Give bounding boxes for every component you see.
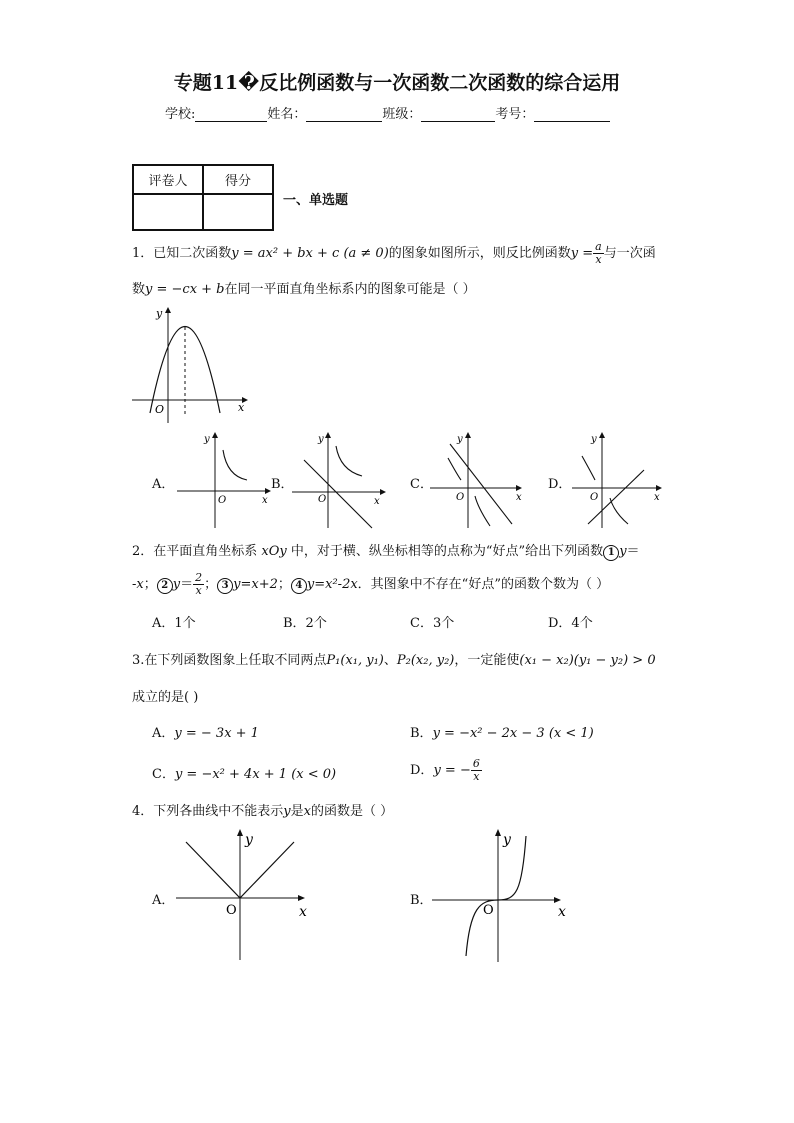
q4-option-b-graph[interactable] — [430, 828, 580, 968]
q3-point-2: P₂(x₂, y₂) — [396, 653, 455, 668]
q1-linear-expr: y = −cx + b — [145, 282, 225, 297]
q2-fraction: $\frac{2}{x}$ — [195, 571, 203, 597]
q1-text: 数 — [132, 282, 146, 297]
q2-option-c[interactable]: C．3个 — [410, 616, 455, 631]
q1-option-a-label[interactable]: A． — [152, 477, 175, 492]
q4-text: 4．下列各曲线中不能表示 — [132, 804, 284, 819]
name-field[interactable] — [306, 107, 382, 122]
separator: ； — [277, 577, 291, 592]
origin-label: O — [155, 403, 165, 416]
school-label: 学校: — [165, 107, 196, 122]
q1-parabola-figure — [130, 305, 260, 425]
q1-text: 在同一平面直角坐标系内的图象可能是（ ） — [224, 282, 476, 297]
q1-text: 1．已知二次函数 — [132, 246, 232, 261]
q2-option-d[interactable]: D．4个 — [548, 616, 593, 631]
q3-text: ，一定能使 — [454, 653, 520, 668]
q2-fn1: y — [619, 544, 627, 559]
axis-y-label: y — [204, 434, 210, 445]
page-title: 专题11�反比例函数与一次函数二次函数的综合运用 — [173, 72, 621, 94]
axis-x-label: x — [238, 401, 245, 414]
q3-point-1: P₁(x₁, y₁) — [326, 653, 384, 668]
option-label: A． — [152, 726, 175, 741]
q4-option-a-label[interactable]: A． — [152, 893, 175, 908]
option-expr: y = − — [433, 763, 471, 778]
q1-option-c-label[interactable]: C． — [410, 477, 433, 492]
q2-fn2-eq: ＝ — [180, 577, 194, 592]
option-label: D． — [410, 763, 434, 778]
origin-label: O — [218, 495, 227, 506]
q2-text: 中，对于横、纵坐标相等的点称为“好点”给出下列函数 — [286, 544, 604, 559]
q3-option-d[interactable] — [410, 758, 482, 783]
score-cell[interactable] — [203, 194, 273, 230]
q2-fn1-rest: -x — [132, 577, 144, 592]
section-heading: 一、单选题 — [283, 193, 349, 208]
q2-xoy: xOy — [261, 544, 287, 559]
q1-option-d-label[interactable]: D． — [548, 477, 572, 492]
q1-option-a-graph[interactable] — [175, 430, 275, 530]
q2-option-b[interactable]: B．2个 — [283, 616, 327, 631]
q4-text: 是 — [290, 804, 304, 819]
q1-text: 的图象如图所示，则反比例函数 — [388, 246, 571, 261]
axis-x-label: x — [558, 904, 566, 920]
grader-cell[interactable] — [133, 194, 203, 230]
q3-fraction: $\frac{6}{x}$ — [472, 757, 480, 783]
q2-text: 2．在平面直角坐标系 — [132, 544, 262, 559]
origin-label: O — [226, 903, 237, 918]
q3-text: 3.在下列函数图象上任取不同两点 — [132, 653, 327, 668]
axis-x-label: x — [262, 495, 268, 506]
q4-var-y: y — [283, 804, 291, 819]
option-expr: y = −x² − 2x − 3 (x < 1) — [432, 726, 594, 741]
score-header: 得分 — [203, 165, 273, 194]
origin-label: O — [590, 492, 599, 503]
q1-line2 — [132, 278, 476, 297]
q1-option-b-label[interactable]: B． — [271, 477, 294, 492]
q4-var-x: x — [303, 804, 311, 819]
axis-x-label: x — [654, 492, 660, 503]
q2-line2 — [132, 572, 609, 597]
origin-label: O — [483, 903, 494, 918]
grader-header: 评卷人 — [133, 165, 203, 194]
school-field[interactable] — [195, 107, 267, 122]
q2-fn1-eq: ＝ — [626, 544, 640, 559]
q3-option-a[interactable] — [152, 722, 259, 741]
q3-condition: (x₁ − x₂)(y₁ − y₂) > 0 — [519, 653, 656, 668]
exam-no-field[interactable] — [534, 107, 610, 122]
option-expr: y = − 3x + 1 — [174, 726, 259, 741]
q1-line1 — [132, 241, 656, 266]
q4-line1 — [132, 800, 393, 819]
class-field[interactable] — [421, 107, 495, 122]
q1-quadratic-expr: y = ax² + bx + c (a ≠ 0) — [231, 246, 389, 261]
q1-inverse-expr: y = — [570, 246, 594, 261]
q1-option-d-graph[interactable] — [570, 430, 670, 530]
axis-x-label: x — [516, 492, 522, 503]
circled-number-3: 3 — [217, 578, 233, 594]
q4-text: 的函数是（ ） — [311, 804, 394, 819]
option-label: B． — [410, 726, 433, 741]
student-info-row — [165, 103, 610, 122]
name-label: 姓名： — [267, 107, 307, 122]
axis-y-label: y — [245, 832, 253, 848]
q4-option-a-graph[interactable] — [174, 828, 324, 968]
circled-number-1: 1 — [603, 545, 619, 561]
exam-no-label: 考号： — [495, 107, 535, 122]
axis-y-label: y — [503, 832, 511, 848]
q2-text: ．其图象中不存在“好点”的函数个数为（ ） — [357, 577, 610, 592]
axis-y-label: y — [591, 434, 597, 445]
circled-number-2: 2 — [157, 578, 173, 594]
q1-option-b-graph[interactable] — [290, 430, 390, 530]
q2-fn4: y=x²-2x — [306, 577, 358, 592]
option-label: C． — [152, 767, 175, 782]
q3-line1 — [132, 649, 656, 668]
origin-label: O — [318, 494, 327, 505]
q1-fraction: $\frac{a}{x}$ — [595, 240, 602, 266]
q2-line1 — [132, 540, 640, 561]
axis-y-label: y — [318, 434, 324, 445]
q4-option-b-label[interactable]: B． — [410, 893, 433, 908]
circled-number-4: 4 — [291, 578, 307, 594]
axis-y-label: y — [156, 307, 163, 320]
score-table — [132, 164, 274, 231]
q3-option-b[interactable] — [410, 722, 594, 741]
q1-text: 与一次函 — [603, 246, 656, 261]
q2-fn3: y=x+2 — [233, 577, 278, 592]
axis-y-label: y — [457, 434, 463, 445]
separator: 、 — [383, 653, 397, 668]
q3-option-c[interactable] — [152, 763, 336, 782]
class-label: 班级： — [382, 107, 422, 122]
axis-x-label: x — [299, 904, 307, 920]
axis-x-label: x — [374, 496, 380, 507]
origin-label: O — [456, 492, 465, 503]
q3-line2: 成立的是( ) — [132, 690, 199, 705]
separator: ； — [204, 577, 218, 592]
q1-option-c-graph[interactable] — [428, 430, 528, 530]
option-expr: y = −x² + 4x + 1 (x < 0) — [174, 767, 337, 782]
separator: ； — [143, 577, 157, 592]
q2-fn2: y — [172, 577, 181, 592]
q2-option-a[interactable]: A．1个 — [152, 616, 196, 631]
